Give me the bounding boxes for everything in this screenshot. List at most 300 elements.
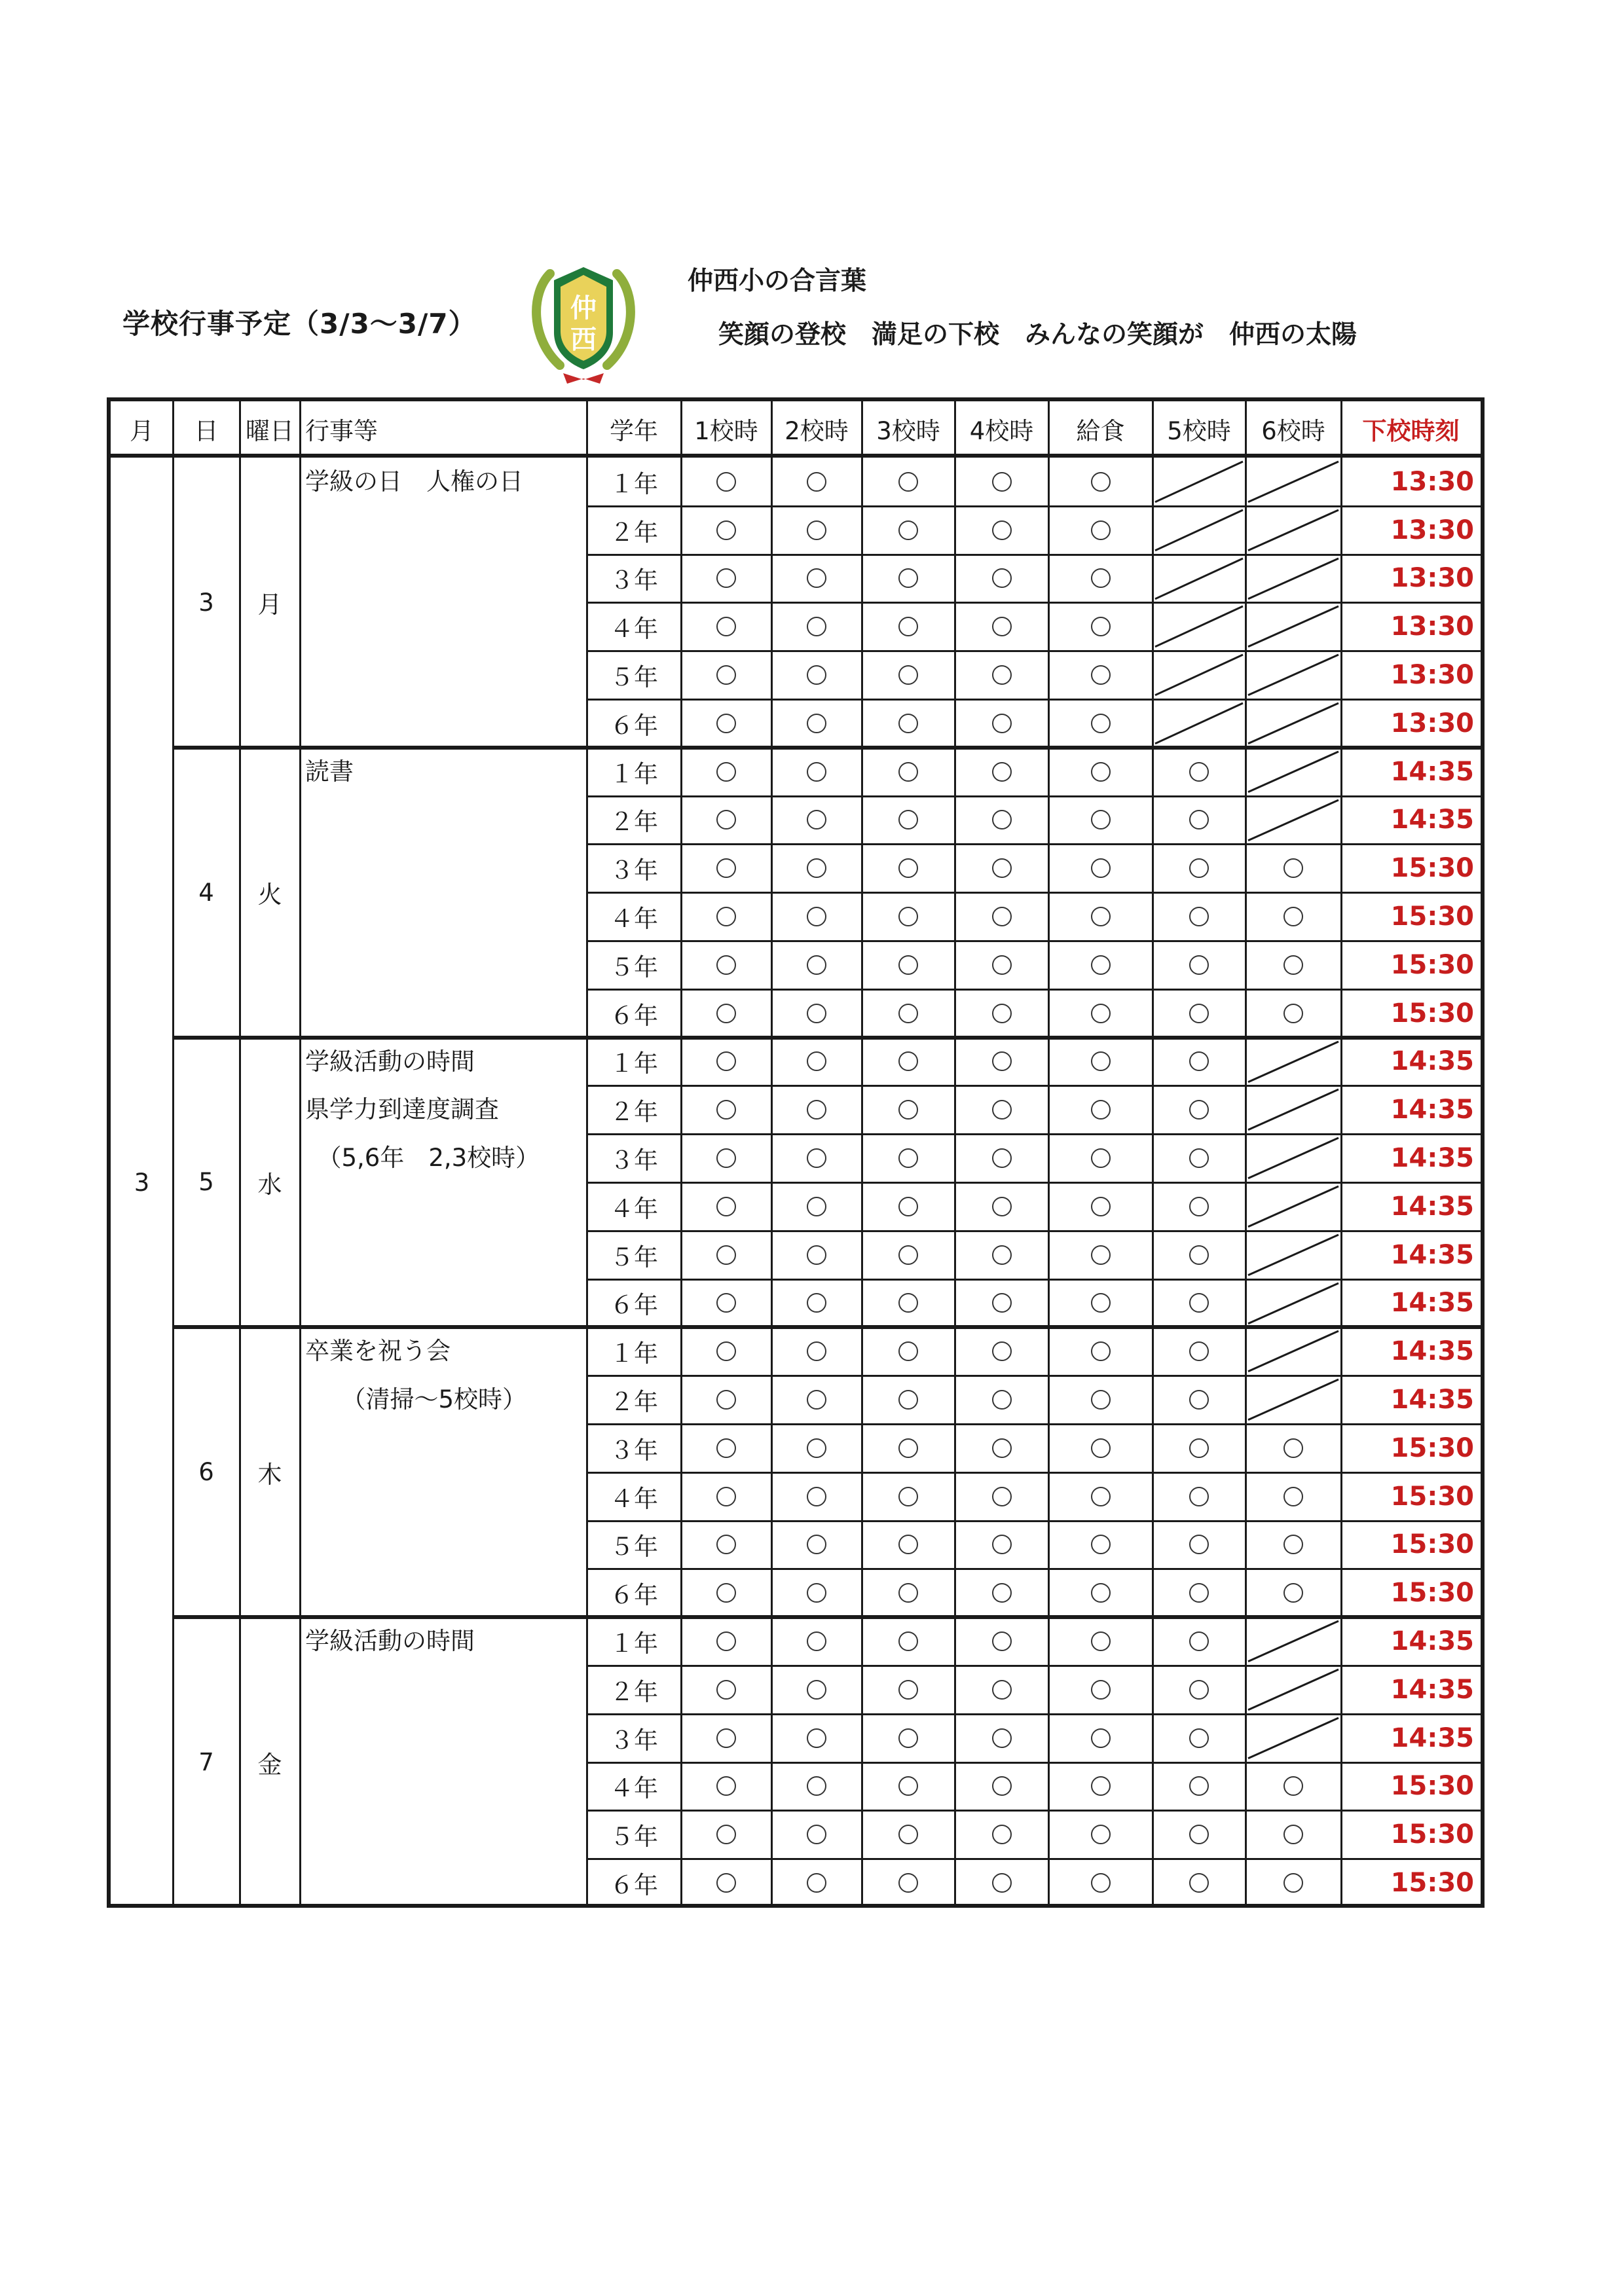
p5-cell [1153, 844, 1246, 892]
grade-cell: ４年 [610, 1774, 658, 1803]
dismissal-time-cell: 14:35 [1390, 805, 1474, 835]
class-held-mark [1091, 907, 1111, 926]
class-held-mark [807, 1293, 826, 1313]
p6-cell [1246, 941, 1341, 989]
lunch-cell [1048, 1279, 1153, 1328]
class-held-mark [992, 1776, 1012, 1796]
class-held-mark [1091, 1825, 1111, 1844]
p6-cell [1246, 1521, 1341, 1569]
motto-heading: 仲西小の合言葉 [688, 266, 867, 296]
grade-cell: ３年 [610, 856, 658, 885]
dismissal-time-cell: 15:30 [1390, 949, 1474, 980]
class-held-mark [992, 1487, 1012, 1506]
month-cell: 3 [134, 1168, 150, 1197]
class-held-mark [898, 1680, 918, 1700]
p4-cell [955, 506, 1048, 555]
class-held-mark [716, 907, 736, 926]
class-held-mark [898, 1873, 918, 1893]
p3-cell [862, 989, 955, 1038]
grade-cell: １年 [610, 1339, 658, 1368]
class-held-mark [1283, 858, 1303, 878]
class-held-mark [1091, 1680, 1111, 1700]
class-held-mark [716, 520, 736, 540]
weekday-cell: 月 [257, 591, 282, 619]
class-held-mark [1283, 1438, 1303, 1458]
class-held-mark [898, 1004, 918, 1023]
p6-cell [1246, 1279, 1341, 1328]
no-class-slash [1246, 506, 1341, 555]
grade-cell: ２年 [610, 808, 658, 837]
lunch-cell [1048, 1085, 1153, 1134]
p3-cell [862, 892, 955, 941]
p3-cell [862, 1085, 955, 1134]
day-cell: 6 [198, 1458, 214, 1487]
class-held-mark [898, 714, 918, 733]
p3-cell [862, 1231, 955, 1279]
p1-cell [681, 1666, 771, 1714]
no-class-slash [1246, 555, 1341, 603]
p6-cell [1246, 1085, 1341, 1134]
p3-cell [862, 1810, 955, 1859]
p2-cell [771, 555, 862, 603]
lunch-cell [1048, 1617, 1153, 1666]
class-held-mark [716, 762, 736, 782]
p2-cell [771, 602, 862, 651]
class-held-mark [1283, 1776, 1303, 1796]
p1-cell [681, 651, 771, 699]
class-held-mark [716, 665, 736, 685]
class-held-mark [716, 1051, 736, 1071]
p1-cell [681, 796, 771, 845]
p2-cell [771, 1085, 862, 1134]
p4-cell [955, 1859, 1048, 1907]
p2-cell [771, 1569, 862, 1617]
header-grade: 学年 [610, 416, 658, 445]
p2-cell [771, 1472, 862, 1521]
class-held-mark [1091, 1051, 1111, 1071]
p5-cell [1153, 748, 1246, 796]
p5-cell [1153, 1569, 1246, 1617]
p4-cell [955, 699, 1048, 748]
p3-cell [862, 1762, 955, 1811]
class-held-mark [992, 1197, 1012, 1216]
event-text: 読書 [305, 757, 354, 786]
dismissal-time-cell: 15:30 [1390, 1578, 1474, 1609]
p2-cell [771, 844, 862, 892]
class-held-mark [807, 810, 826, 829]
class-held-mark [1091, 955, 1111, 975]
p3-cell [862, 458, 955, 506]
class-held-mark [898, 907, 918, 926]
no-class-slash [1153, 458, 1246, 506]
class-held-mark [898, 1728, 918, 1748]
no-class-slash [1246, 699, 1341, 748]
p5-cell [1153, 796, 1246, 845]
dismissal-time-cell: 14:35 [1390, 1385, 1474, 1415]
class-held-mark [716, 1583, 736, 1603]
class-held-mark [716, 1873, 736, 1893]
p6-cell [1246, 1231, 1341, 1279]
dismissal-time-cell: 13:30 [1390, 708, 1474, 738]
p4-cell [955, 1134, 1048, 1182]
p6-cell [1246, 1182, 1341, 1231]
class-held-mark [807, 1390, 826, 1410]
lunch-cell [1048, 941, 1153, 989]
p6-cell [1246, 1859, 1341, 1907]
no-class-slash [1246, 1134, 1341, 1182]
p4-cell [955, 989, 1048, 1038]
class-held-mark [1091, 714, 1111, 733]
p1-cell [681, 1424, 771, 1472]
class-held-mark [807, 858, 826, 878]
class-held-mark [716, 1776, 736, 1796]
class-held-mark [898, 1535, 918, 1554]
no-class-slash [1246, 458, 1341, 506]
class-held-mark [716, 714, 736, 733]
p3-cell [862, 1569, 955, 1617]
p3-cell [862, 602, 955, 651]
p4-cell [955, 892, 1048, 941]
class-held-mark [1189, 907, 1209, 926]
class-held-mark [807, 762, 826, 782]
class-held-mark [1091, 1728, 1111, 1748]
class-held-mark [1189, 1535, 1209, 1554]
class-held-mark [807, 1825, 826, 1844]
p2-cell [771, 989, 862, 1038]
class-held-mark [716, 1825, 736, 1844]
grade-cell: ６年 [610, 1001, 658, 1030]
p1-cell [681, 1279, 771, 1328]
p3-cell [862, 699, 955, 748]
p4-cell [955, 1617, 1048, 1666]
p5-cell [1153, 458, 1246, 506]
lunch-cell [1048, 989, 1153, 1038]
p5-cell [1153, 1472, 1246, 1521]
p2-cell [771, 748, 862, 796]
event-text: 卒業を祝う会 [305, 1337, 451, 1366]
class-held-mark [992, 1825, 1012, 1844]
p4-cell [955, 748, 1048, 796]
lunch-cell [1048, 1714, 1153, 1762]
class-held-mark [716, 1487, 736, 1506]
class-held-mark [992, 1390, 1012, 1410]
p3-cell [862, 1714, 955, 1762]
class-held-mark [898, 1100, 918, 1120]
no-class-slash [1246, 1666, 1341, 1714]
class-held-mark [1189, 1245, 1209, 1265]
class-held-mark [1283, 955, 1303, 975]
p2-cell [771, 699, 862, 748]
class-held-mark [807, 617, 826, 636]
p6-cell [1246, 1714, 1341, 1762]
class-held-mark [807, 1197, 826, 1216]
no-class-slash [1246, 602, 1341, 651]
class-held-mark [992, 714, 1012, 733]
class-held-mark [1091, 1390, 1111, 1410]
p6-cell [1246, 796, 1341, 845]
p5-cell [1153, 555, 1246, 603]
p5-cell [1153, 1038, 1246, 1086]
p3-cell [862, 1859, 955, 1907]
event-text: 県学力到達度調査 [305, 1095, 499, 1124]
p4-cell [955, 1472, 1048, 1521]
class-held-mark [1189, 1293, 1209, 1313]
class-held-mark [1091, 1438, 1111, 1458]
p4-cell [955, 1327, 1048, 1376]
p4-cell [955, 1569, 1048, 1617]
p5-cell [1153, 651, 1246, 699]
grade-cell: ５年 [610, 1533, 658, 1561]
p1-cell [681, 1617, 771, 1666]
class-held-mark [807, 665, 826, 685]
p1-cell [681, 555, 771, 603]
p2-cell [771, 1038, 862, 1086]
lunch-cell [1048, 748, 1153, 796]
p2-cell [771, 1376, 862, 1424]
p2-cell [771, 892, 862, 941]
class-held-mark [716, 1728, 736, 1748]
event-text: 学級の日 人権の日 [305, 467, 523, 496]
p2-cell [771, 1231, 862, 1279]
p1-cell [681, 1762, 771, 1811]
class-held-mark [1189, 1438, 1209, 1458]
class-held-mark [807, 1051, 826, 1071]
p1-cell [681, 748, 771, 796]
class-held-mark [807, 1245, 826, 1265]
grade-cell: ２年 [610, 518, 658, 547]
p6-cell [1246, 989, 1341, 1038]
dismissal-time-cell: 15:30 [1390, 853, 1474, 884]
grade-cell: ３年 [610, 1146, 658, 1175]
class-held-mark [898, 472, 918, 492]
header-p1: 1校時 [694, 416, 758, 445]
header-lunch: 給食 [1076, 416, 1125, 445]
class-held-mark [1091, 1487, 1111, 1506]
p2-cell [771, 1327, 862, 1376]
lunch-cell [1048, 1762, 1153, 1811]
lunch-cell [1048, 1134, 1153, 1182]
class-held-mark [898, 568, 918, 588]
dismissal-time-cell: 14:35 [1390, 1288, 1474, 1319]
class-held-mark [1091, 1245, 1111, 1265]
day-cell: 7 [198, 1748, 214, 1777]
p3-cell [862, 941, 955, 989]
p2-cell [771, 1182, 862, 1231]
class-held-mark [807, 1873, 826, 1893]
p5-cell [1153, 699, 1246, 748]
p4-cell [955, 941, 1048, 989]
p6-cell [1246, 458, 1341, 506]
p5-cell [1153, 1231, 1246, 1279]
class-held-mark [1091, 1631, 1111, 1651]
class-held-mark [1189, 762, 1209, 782]
header-p5: 5校時 [1167, 416, 1231, 445]
grade-cell: ５年 [610, 953, 658, 981]
p3-cell [862, 1376, 955, 1424]
p3-cell [862, 1327, 955, 1376]
p5-cell [1153, 1424, 1246, 1472]
p5-cell [1153, 1617, 1246, 1666]
dismissal-time-cell: 14:35 [1390, 756, 1474, 787]
p4-cell [955, 1762, 1048, 1811]
p5-cell [1153, 506, 1246, 555]
p3-cell [862, 651, 955, 699]
p5-cell [1153, 1666, 1246, 1714]
class-held-mark [898, 1631, 918, 1651]
lunch-cell [1048, 555, 1153, 603]
p6-cell [1246, 1666, 1341, 1714]
no-class-slash [1153, 651, 1246, 699]
class-held-mark [992, 1341, 1012, 1361]
class-held-mark [992, 1293, 1012, 1313]
weekday-cell: 金 [257, 1750, 282, 1779]
lunch-cell [1048, 1182, 1153, 1231]
class-held-mark [1189, 1487, 1209, 1506]
grade-cell: １年 [610, 759, 658, 788]
p1-cell [681, 1038, 771, 1086]
lunch-cell [1048, 506, 1153, 555]
p5-cell [1153, 1182, 1246, 1231]
schedule-table [107, 397, 1485, 1908]
p2-cell [771, 941, 862, 989]
class-held-mark [716, 955, 736, 975]
p6-cell [1246, 1762, 1341, 1811]
emblem-text-bottom: 西 [570, 325, 597, 355]
class-held-mark [1091, 762, 1111, 782]
class-held-mark [992, 665, 1012, 685]
class-held-mark [1189, 1197, 1209, 1216]
no-class-slash [1153, 699, 1246, 748]
lunch-cell [1048, 1376, 1153, 1424]
grade-cell: ２年 [610, 1098, 658, 1127]
p1-cell [681, 1472, 771, 1521]
class-held-mark [807, 1631, 826, 1651]
p3-cell [862, 1038, 955, 1086]
class-held-mark [716, 1245, 736, 1265]
class-held-mark [898, 1051, 918, 1071]
grade-cell: １年 [610, 1630, 658, 1658]
dismissal-time-cell: 13:30 [1390, 660, 1474, 691]
dismissal-time-cell: 14:35 [1390, 1143, 1474, 1174]
p4-cell [955, 796, 1048, 845]
p5-cell [1153, 1279, 1246, 1328]
class-held-mark [1189, 1728, 1209, 1748]
p1-cell [681, 458, 771, 506]
class-held-mark [1091, 858, 1111, 878]
grade-cell: ３年 [610, 566, 658, 595]
dismissal-time-cell: 15:30 [1390, 902, 1474, 932]
p3-cell [862, 844, 955, 892]
p4-cell [955, 458, 1048, 506]
p1-cell [681, 941, 771, 989]
header-p6: 6校時 [1261, 416, 1325, 445]
p1-cell [681, 699, 771, 748]
header-day: 日 [194, 416, 219, 445]
p6-cell [1246, 748, 1341, 796]
class-held-mark [992, 1100, 1012, 1120]
class-held-mark [807, 1100, 826, 1120]
p4-cell [955, 1038, 1048, 1086]
class-held-mark [807, 1728, 826, 1748]
class-held-mark [716, 810, 736, 829]
header-dismissal: 下校時刻 [1362, 416, 1460, 445]
class-held-mark [1091, 1293, 1111, 1313]
class-held-mark [807, 1680, 826, 1700]
grade-cell: ６年 [610, 1581, 658, 1610]
dismissal-time-cell: 15:30 [1390, 1481, 1474, 1512]
class-held-mark [1283, 1004, 1303, 1023]
class-held-mark [807, 1341, 826, 1361]
p2-cell [771, 1521, 862, 1569]
class-held-mark [716, 1438, 736, 1458]
p3-cell [862, 796, 955, 845]
p5-cell [1153, 1134, 1246, 1182]
lunch-cell [1048, 1859, 1153, 1907]
event-text: 学級活動の時間 [305, 1047, 475, 1076]
class-held-mark [716, 1293, 736, 1313]
p1-cell [681, 844, 771, 892]
class-held-mark [807, 520, 826, 540]
p2-cell [771, 651, 862, 699]
p6-cell [1246, 1810, 1341, 1859]
class-held-mark [898, 810, 918, 829]
p6-cell [1246, 506, 1341, 555]
class-held-mark [898, 1390, 918, 1410]
grade-cell: １年 [610, 469, 658, 498]
no-class-slash [1153, 506, 1246, 555]
no-class-slash [1246, 796, 1341, 845]
p6-cell [1246, 651, 1341, 699]
p6-cell [1246, 1038, 1341, 1086]
class-held-mark [1091, 1535, 1111, 1554]
p6-cell [1246, 1327, 1341, 1376]
class-held-mark [992, 520, 1012, 540]
class-held-mark [992, 472, 1012, 492]
class-held-mark [1189, 955, 1209, 975]
p6-cell [1246, 1424, 1341, 1472]
no-class-slash [1246, 651, 1341, 699]
class-held-mark [898, 1583, 918, 1603]
p6-cell [1246, 555, 1341, 603]
header-p3: 3校時 [876, 416, 940, 445]
class-held-mark [716, 1148, 736, 1168]
p2-cell [771, 1666, 862, 1714]
p2-cell [771, 1762, 862, 1811]
class-held-mark [1091, 568, 1111, 588]
class-held-mark [1189, 1873, 1209, 1893]
class-held-mark [716, 1680, 736, 1700]
dismissal-time-cell: 15:30 [1390, 1771, 1474, 1802]
p4-cell [955, 1182, 1048, 1231]
class-held-mark [992, 617, 1012, 636]
p4-cell [955, 1424, 1048, 1472]
lunch-cell [1048, 1231, 1153, 1279]
class-held-mark [992, 1051, 1012, 1071]
lunch-cell [1048, 1038, 1153, 1086]
header-p4: 4校時 [969, 416, 1034, 445]
p3-cell [862, 748, 955, 796]
class-held-mark [992, 1535, 1012, 1554]
p2-cell [771, 458, 862, 506]
p5-cell [1153, 941, 1246, 989]
class-held-mark [716, 568, 736, 588]
class-held-mark [898, 1776, 918, 1796]
p2-cell [771, 1279, 862, 1328]
class-held-mark [992, 1631, 1012, 1651]
no-class-slash [1246, 1182, 1341, 1231]
no-class-slash [1246, 1327, 1341, 1376]
p3-cell [862, 1617, 955, 1666]
